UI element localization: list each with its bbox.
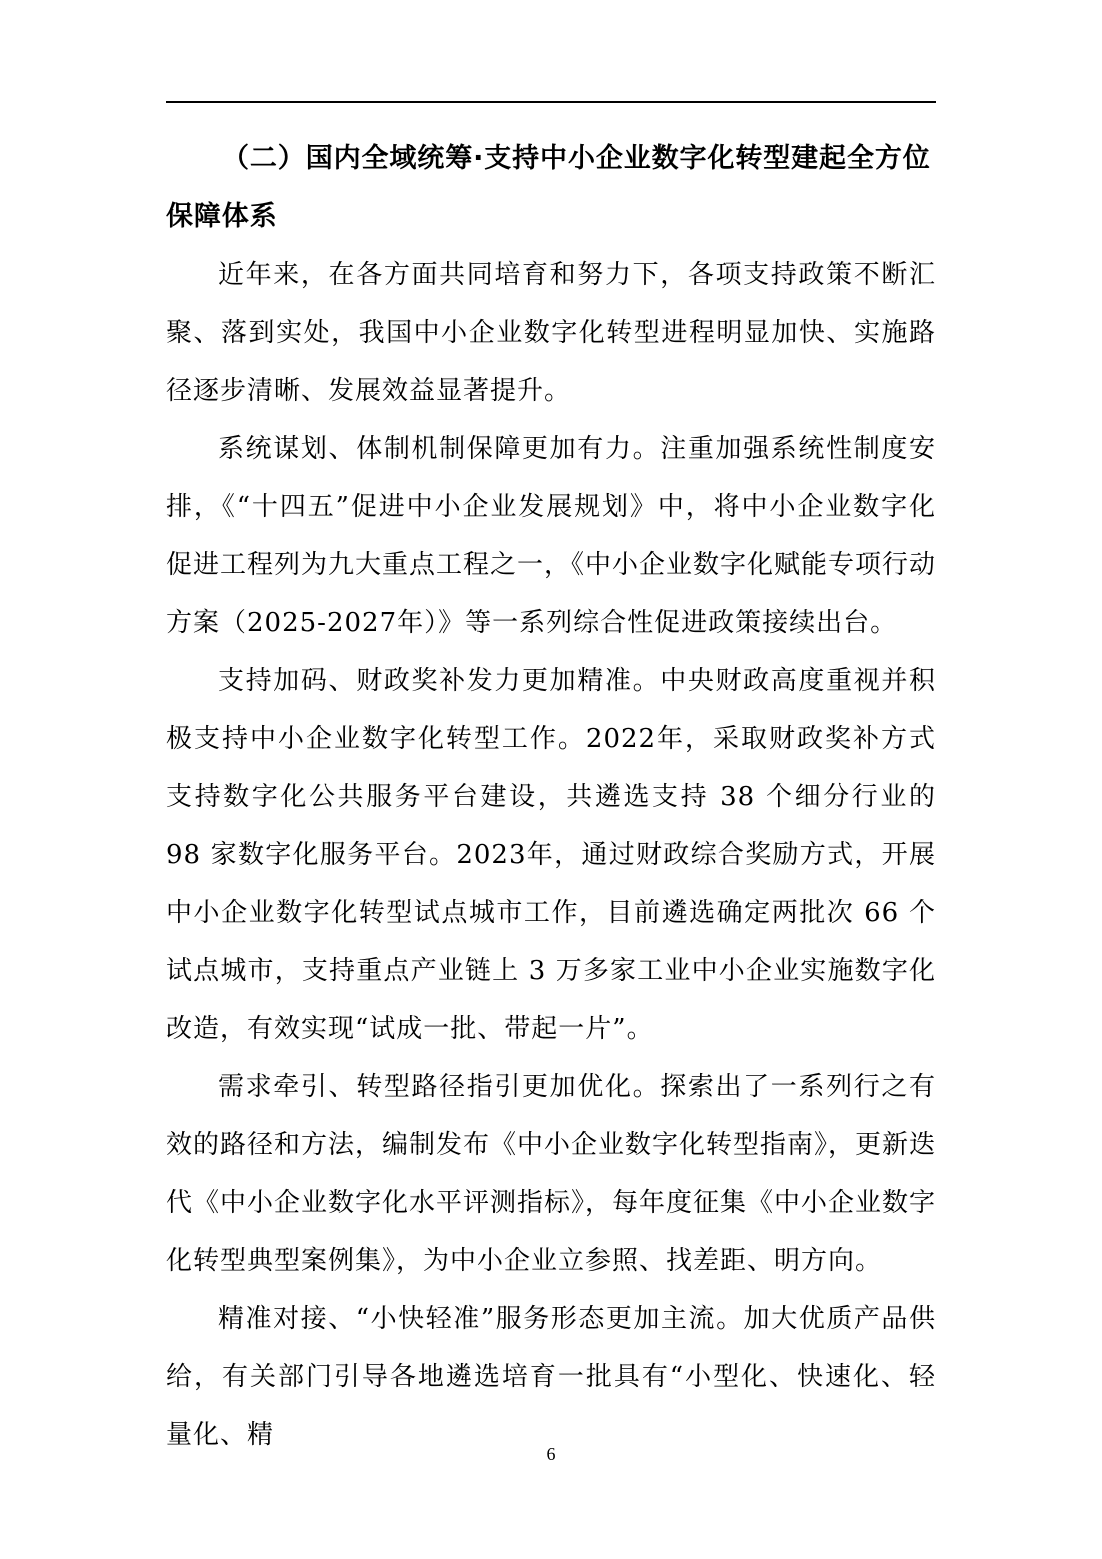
header-rule	[166, 101, 936, 103]
paragraph-transformation-guidance: 需求牵引、转型路径指引更加优化。探索出了一系列行之有效的路径和方法，编制发布《中小企业数字化转型指南》，更新迭代《中小企业数字化水平评测指标》，每年度征集《中小企业数字化转型典型案例集》，为中小企业立参照、找差距、明方向。	[166, 1072, 937, 1276]
paragraph-system-planning: 系统谋划、体制机制保障更加有力。注重加强系统性制度安排，《“十四五”促进中小企业发展规划》中，将中小企业数字化促进工程列为九大重点工程之一，《中小企业数字化赋能专项行动方案（2025-2027年）》等一系列综合性促进政策接续出台。	[166, 434, 937, 638]
section-heading: （二）国内全域统筹·支持中小企业数字化转型建起全方位保障体系	[166, 143, 931, 232]
page-body	[166, 130, 936, 1464]
paragraph-intro: 近年来，在各方面共同培育和努力下，各项支持政策不断汇聚、落到实处，我国中小企业数字化转型进程明显加快、实施路径逐步清晰、发展效益显著提升。	[166, 260, 936, 406]
page-number: 6	[546, 1444, 556, 1464]
paragraph-service-matching: 精准对接、“小快轻准”服务形态更加主流。加大优质产品供给，有关部门引导各地遴选培育一批具有“小型化、快速化、轻量化、精	[166, 1304, 936, 1450]
paragraph-fiscal-support: 支持加码、财政奖补发力更加精准。中央财政高度重视并积极支持中小企业数字化转型工作。2022年，采取财政奖补方式支持数字化公共服务平台建设，共遴选支持 38 个细分行业的 98 家数字化服务平台。2023年，通过财政综合奖励方式，开展中小企业数字化转型试点城市工作，目前遴选确定两批次 66 个试点城市，支持重点产业链上 3 万多家工业中小企业实施数字化改造，有效实现“试成一批、带起一片”。	[166, 666, 936, 1044]
